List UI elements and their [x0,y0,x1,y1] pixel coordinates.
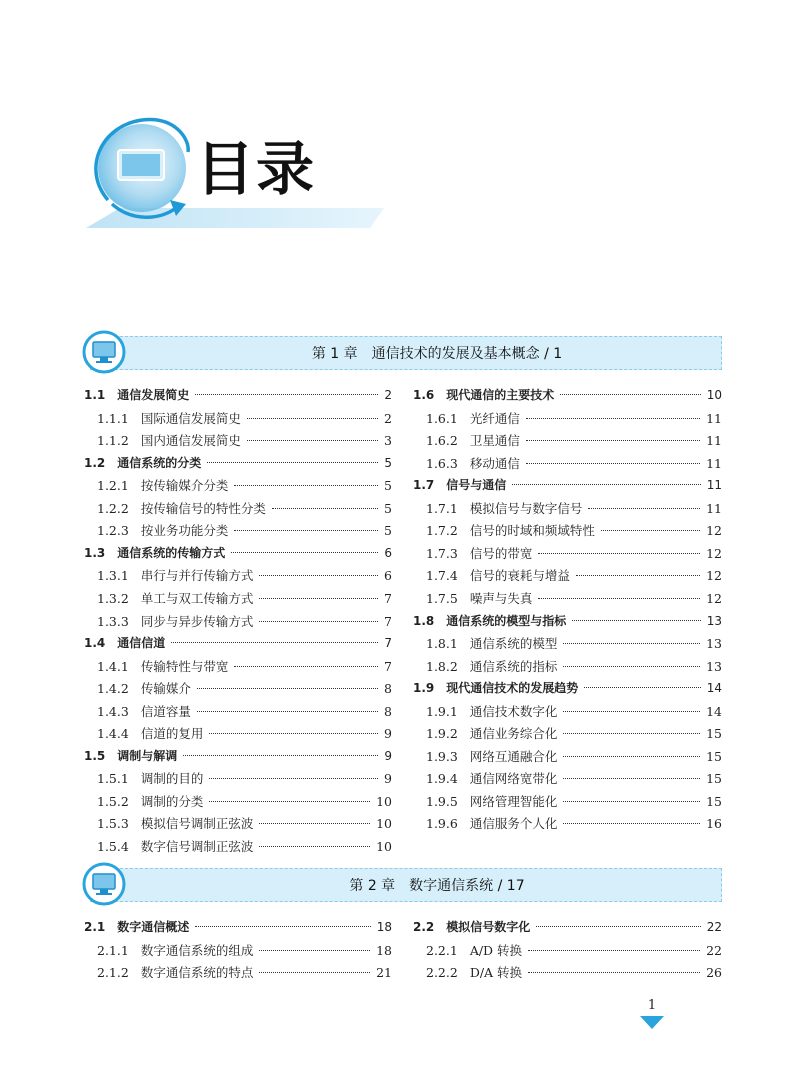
toc-entry-number: 1.9.6 [426,816,458,832]
toc-entry-page: 13 [706,636,722,652]
dot-leader [563,823,700,824]
dot-leader [538,598,700,599]
toc-entry-page: 12 [706,568,722,584]
toc-entry-number: 1.3.3 [97,613,129,629]
dot-leader [536,926,700,927]
toc-entry-number: 1.3.1 [97,568,129,584]
toc-entry-title: 通信业务综合化 [469,726,558,742]
toc-entry-title: 同步与异步传输方式 [140,613,254,629]
toc-subsection-entry[interactable] [426,589,722,607]
toc-entry-page: 10 [376,793,392,809]
dot-leader [195,926,370,927]
toc-entry-title: 现代通信的主要技术 [446,388,555,402]
toc-entry-page: 21 [376,965,392,980]
toc-subsection-entry[interactable] [97,814,392,832]
chapter-title: 第 2 章 数字通信系统 / 17 [349,878,525,894]
dot-leader [526,463,700,464]
toc-entry-page: 22 [706,942,722,958]
toc-entry-page: 11 [706,455,722,471]
dot-leader [528,950,700,951]
toc-subsection-entry[interactable] [426,963,722,981]
toc-subsection-entry[interactable] [97,431,392,449]
dot-leader [259,598,378,599]
toc-entry-number: 1.8.1 [426,636,458,652]
toc-entry-page: 12 [706,590,722,606]
toc-entry-page: 16 [706,816,722,832]
dot-leader [563,666,700,667]
toc-subsection-entry[interactable] [97,963,392,981]
toc-entry-title: 按业务功能分类 [140,523,229,539]
dot-leader [584,687,700,688]
toc-entry-title: 按传输信号的特性分类 [140,500,266,516]
toc-entry-title: 国内通信发展简史 [140,433,241,449]
toc-subsection-entry[interactable] [426,702,722,720]
toc-entry-page: 9 [384,771,392,787]
toc-subsection-entry[interactable] [426,792,722,810]
dot-leader [528,972,700,973]
toc-entry-number: 1.2.1 [97,478,129,494]
dot-leader [234,530,378,531]
toc-entry-title: 信号的衰耗与增益 [469,568,570,584]
dot-leader [195,394,378,395]
toc-entry-number: 1.6.1 [426,410,458,426]
toc-entry-page: 13 [706,613,722,628]
toc-section-entry[interactable] [84,544,392,562]
page-marker-icon [640,1016,664,1029]
toc-entry-page: 7 [384,658,392,674]
toc-entry-number: 2.1 [84,920,106,934]
toc-entry-title: 信道容量 [140,703,191,719]
toc-entry-title: 模拟信号数字化 [446,920,531,934]
toc-entry-number: 2.2.2 [426,965,458,980]
toc-entry-title: 信号的时域和频域特性 [469,523,595,539]
toc-entry-number: 1.9.1 [426,703,458,719]
toc-entry-title: 通信技术数字化 [469,703,558,719]
toc-entry-number: 1.3.2 [97,590,129,606]
toc-entry-number: 1.7.1 [426,500,458,516]
toc-entry-page: 10 [376,839,392,854]
toc-entry-page: 11 [706,478,722,493]
toc-entry-page: 5 [384,455,392,470]
toc-entry-title: 调制与解调 [117,748,178,763]
toc-section-entry[interactable] [84,747,392,765]
toc-entry-number: 1.4 [84,636,106,651]
chapter-title: 第 1 章 通信技术的发展及基本概念 / 1 [311,346,563,362]
dot-leader [560,394,700,395]
toc-entry-number: 1.5 [84,748,106,763]
toc-entry-number: 1.9.4 [426,771,458,787]
toc-subsection-entry[interactable] [97,941,392,959]
toc-entry-title: 通信发展简史 [117,388,190,402]
dot-leader [538,553,700,554]
toc-entry-page: 7 [384,636,392,651]
toc-entry-title: 噪声与失真 [469,590,533,606]
toc-subsection-entry[interactable] [426,521,722,539]
toc-entry-title: D/A 转换 [469,965,523,980]
toc-subsection-entry[interactable] [426,747,722,765]
toc-section-entry[interactable] [413,918,722,936]
toc-entry-page: 15 [706,793,722,809]
toc-subsection-entry[interactable] [426,769,722,787]
toc-section-entry[interactable] [84,454,392,472]
toc-entry-page: 15 [706,771,722,787]
dot-leader [563,801,700,802]
toc-entry-title: 通信信道 [117,636,166,651]
toc-entry-title: 传输特性与带宽 [140,658,229,674]
toc-entry-page: 26 [706,965,722,980]
toc-entry-number: 1.5.3 [97,816,129,832]
toc-entry-number: 1.4.2 [97,681,129,697]
toc-entry-page: 18 [376,942,392,958]
toc-subsection-entry[interactable] [426,941,722,959]
dot-leader [183,755,378,756]
toc-entry-number: 2.2.1 [426,942,458,958]
toc-entry-number: 1.2 [84,455,106,470]
toc-subsection-entry[interactable] [97,476,392,494]
toc-subsection-entry[interactable] [97,792,392,810]
toc-entry-number: 1.2.2 [97,500,129,516]
dot-leader [209,778,378,779]
toc-entry-number: 1.5.4 [97,839,129,854]
toc-entry-title: 通信系统的传输方式 [117,545,226,560]
toc-entry-title: 网络互通融合化 [469,748,558,764]
toc-entry-number: 1.6.2 [426,433,458,449]
toc-entry-number: 1.1 [84,388,106,402]
dot-leader [563,711,700,712]
toc-entry-title: 数字通信系统的特点 [140,965,254,980]
monitor-icon [82,330,126,374]
toc-entry-title: 通信系统的模型 [469,636,558,652]
toc-subsection-entry[interactable] [97,724,392,742]
toc-section-entry[interactable] [84,386,392,404]
chapter-heading [80,330,724,376]
toc-entry-number: 1.1.2 [97,433,129,449]
toc-entry-number: 1.5.1 [97,771,129,787]
toc-subsection-entry[interactable] [426,657,722,675]
dot-leader [259,846,370,847]
toc-entry-title: 通信服务个人化 [469,816,558,832]
toc-entry-title: 数字信号调制正弦波 [140,839,254,854]
toc-entry-title: 调制的目的 [140,771,204,787]
toc-entry-page: 14 [706,681,722,696]
toc-subsection-entry[interactable] [97,589,392,607]
toc-entry-title: 现代通信技术的发展趋势 [446,681,579,696]
toc-entry-title: 信号的带宽 [469,545,533,561]
toc-entry-title: 数字通信系统的组成 [140,942,254,958]
dot-leader [272,508,378,509]
header-swoosh-icon [0,0,400,240]
toc-entry-number: 1.7.2 [426,523,458,539]
toc-section-entry[interactable] [84,918,392,936]
toc-subsection-entry[interactable] [97,612,392,630]
toc-section-entry[interactable] [413,679,722,697]
dot-leader [259,950,370,951]
toc-entry-title: 信号与通信 [446,478,507,493]
toc-entry-title: 通信网络宽带化 [469,771,558,787]
dot-leader [563,778,700,779]
dot-leader [259,823,370,824]
toc-entry-page: 6 [384,568,392,584]
dot-leader [563,733,700,734]
toc-subsection-entry[interactable] [426,634,722,652]
toc-entry-number: 1.6 [413,388,435,402]
toc-entry-number: 1.4.3 [97,703,129,719]
dot-leader [197,688,378,689]
toc-entry-title: 按传输媒介分类 [140,478,229,494]
toc-subsection-entry[interactable] [97,837,392,855]
toc-entry-title: 模拟信号与数字信号 [469,500,583,516]
toc-entry-number: 1.3 [84,545,106,560]
toc-entry-page: 22 [706,920,722,934]
toc-subsection-entry[interactable] [426,431,722,449]
toc-subsection-entry[interactable] [426,499,722,517]
toc-entry-title: A/D 转换 [469,942,523,958]
toc-subsection-entry[interactable] [426,454,722,472]
dot-leader [259,575,378,576]
toc-subsection-entry[interactable] [426,409,722,427]
toc-subsection-entry[interactable] [97,521,392,539]
dot-leader [231,552,378,553]
dot-leader [209,801,370,802]
toc-entry-title: 单工与双工传输方式 [140,590,254,606]
dot-leader [207,462,378,463]
toc-subsection-entry[interactable] [97,499,392,517]
toc-entry-number: 1.7 [413,478,435,493]
toc-entry-page: 8 [384,681,392,697]
dot-leader [572,620,700,621]
toc-entry-number: 2.1.2 [97,965,129,980]
toc-header [0,0,800,240]
toc-entry-page: 10 [376,816,392,832]
toc-entry-number: 2.2 [413,920,435,934]
toc-entry-page: 11 [706,433,722,449]
toc-entry-page: 3 [384,433,392,449]
toc-subsection-entry[interactable] [97,657,392,675]
toc-section-entry[interactable] [413,386,722,404]
toc-entry-title: 通信系统的模型与指标 [446,613,567,628]
toc-entry-page: 9 [384,748,392,763]
toc-subsection-entry[interactable] [426,566,722,584]
toc-entry-number: 1.7.4 [426,568,458,584]
toc-entry-title: 网络管理智能化 [469,793,558,809]
dot-leader [259,621,378,622]
toc-entry-page: 12 [706,545,722,561]
toc-entry-page: 7 [384,613,392,629]
toc-entry-page: 12 [706,523,722,539]
toc-entry-number: 1.2.3 [97,523,129,539]
toc-entry-title: 调制的分类 [140,793,204,809]
toc-entry-number: 1.9.2 [426,726,458,742]
dot-leader [526,440,700,441]
toc-entry-title: 卫星通信 [469,433,520,449]
toc-entry-number: 1.4.4 [97,726,129,742]
dot-leader [526,418,700,419]
toc-entry-page: 15 [706,748,722,764]
page-title: 目录 [196,135,317,203]
toc-entry-page: 11 [706,500,722,516]
toc-entry-title: 国际通信发展简史 [140,410,241,426]
toc-entry-title: 信道的复用 [140,726,204,742]
toc-entry-page: 5 [384,478,392,494]
toc-entry-number: 1.1.1 [97,410,129,426]
dot-leader [247,418,378,419]
toc-section-entry[interactable] [84,634,392,652]
toc-entry-page: 18 [376,920,392,934]
page-number: 1 [647,998,657,1013]
toc-entry-number: 1.5.2 [97,793,129,809]
toc-entry-title: 通信系统的分类 [117,455,202,470]
dot-leader [576,575,700,576]
toc-subsection-entry[interactable] [97,566,392,584]
toc-section-entry[interactable] [413,612,722,630]
toc-entry-title: 传输媒介 [140,681,191,697]
toc-subsection-entry[interactable] [97,769,392,787]
toc-subsection-entry[interactable] [97,409,392,427]
chapter-heading [80,862,724,908]
toc-entry-number: 2.1.1 [97,942,129,958]
toc-entry-title: 数字通信概述 [117,920,190,934]
toc-entry-number: 1.8.2 [426,658,458,674]
toc-entry-page: 15 [706,726,722,742]
dot-leader [234,666,378,667]
toc-entry-number: 1.6.3 [426,455,458,471]
toc-entry-number: 1.9 [413,681,435,696]
dot-leader [563,756,700,757]
dot-leader [209,733,378,734]
dot-leader [601,530,700,531]
toc-entry-page: 5 [384,500,392,516]
toc-section-entry[interactable] [413,476,722,494]
toc-entry-title: 移动通信 [469,455,520,471]
monitor-icon [82,862,126,906]
dot-leader [247,440,378,441]
toc-entry-number: 1.9.3 [426,748,458,764]
toc-entry-title: 模拟信号调制正弦波 [140,816,254,832]
dot-leader [259,972,370,973]
dot-leader [512,484,700,485]
toc-entry-title: 光纤通信 [469,410,520,426]
toc-entry-page: 7 [384,590,392,606]
toc-entry-number: 1.7.5 [426,590,458,606]
dot-leader [234,485,378,486]
toc-entry-page: 2 [384,410,392,426]
toc-entry-number: 1.8 [413,613,435,628]
toc-entry-page: 13 [706,658,722,674]
toc-subsection-entry[interactable] [426,724,722,742]
toc-entry-title: 通信系统的指标 [469,658,558,674]
toc-entry-number: 1.7.3 [426,545,458,561]
dot-leader [171,642,378,643]
toc-entry-page: 14 [706,703,722,719]
toc-subsection-entry[interactable] [426,544,722,562]
toc-subsection-entry[interactable] [97,679,392,697]
toc-entry-number: 1.4.1 [97,658,129,674]
toc-entry-page: 5 [384,523,392,539]
toc-subsection-entry[interactable] [426,814,722,832]
toc-entry-number: 1.9.5 [426,793,458,809]
toc-entry-page: 11 [706,410,722,426]
toc-entry-page: 2 [384,388,392,402]
toc-subsection-entry[interactable] [97,702,392,720]
toc-entry-title: 串行与并行传输方式 [140,568,254,584]
dot-leader [197,711,378,712]
toc-entry-page: 6 [384,545,392,560]
dot-leader [563,643,700,644]
toc-entry-page: 9 [384,726,392,742]
toc-entry-page: 10 [706,388,722,402]
dot-leader [588,508,700,509]
toc-entry-page: 8 [384,703,392,719]
